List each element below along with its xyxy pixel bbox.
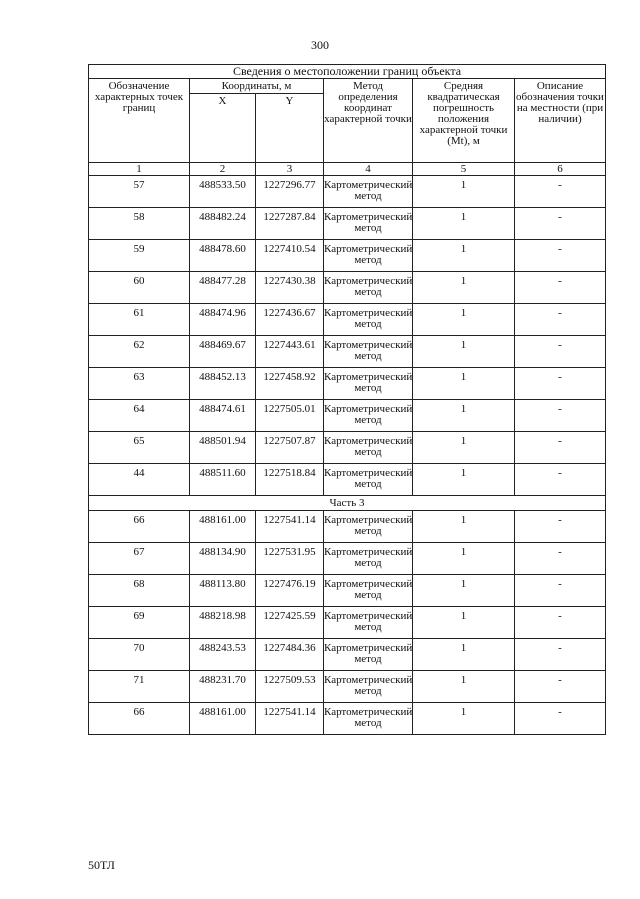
x-coordinate-cell: 488477.28 [190,272,256,304]
footer-code: 50ТЛ [88,858,115,872]
description-cell: - [515,304,606,336]
point-cell: 63 [89,368,190,400]
header-x: X [190,94,256,163]
point-cell: 68 [89,575,190,607]
method-cell: Картометрический метод [324,368,413,400]
point-cell: 44 [89,464,190,496]
point-cell: 71 [89,671,190,703]
description-cell: - [515,464,606,496]
table-row [89,432,606,464]
method-cell: Картометрический метод [324,703,413,735]
error-cell: 1 [413,671,515,703]
x-coordinate-cell: 488511.60 [190,464,256,496]
method-cell: Картометрический метод [324,272,413,304]
method-cell: Картометрический метод [324,208,413,240]
description-cell: - [515,176,606,208]
table-row [89,511,606,543]
y-coordinate-cell: 1227287.84 [256,208,324,240]
x-coordinate-cell: 488134.90 [190,543,256,575]
point-cell: 70 [89,639,190,671]
table-row [89,543,606,575]
error-cell: 1 [413,240,515,272]
y-coordinate-cell: 1227541.14 [256,511,324,543]
method-cell: Картометрический метод [324,607,413,639]
y-coordinate-cell: 1227296.77 [256,176,324,208]
point-cell: 60 [89,272,190,304]
y-coordinate-cell: 1227410.54 [256,240,324,272]
y-coordinate-cell: 1227458.92 [256,368,324,400]
header-point: Обозначение характерных точек границ [89,79,190,163]
column-number: 2 [190,163,256,176]
column-number: 5 [413,163,515,176]
method-cell: Картометрический метод [324,543,413,575]
description-cell: - [515,432,606,464]
table-row [89,607,606,639]
method-cell: Картометрический метод [324,511,413,543]
y-coordinate-cell: 1227430.38 [256,272,324,304]
y-coordinate-cell: 1227507.87 [256,432,324,464]
x-coordinate-cell: 488501.94 [190,432,256,464]
y-coordinate-cell: 1227443.61 [256,336,324,368]
point-cell: 59 [89,240,190,272]
error-cell: 1 [413,304,515,336]
table-title: Сведения о местоположении границ объекта [89,65,606,79]
section-row [89,496,606,511]
description-cell: - [515,703,606,735]
method-cell: Картометрический метод [324,432,413,464]
header-coords: Координаты, м [190,79,324,94]
table-row [89,304,606,336]
x-coordinate-cell: 488161.00 [190,511,256,543]
y-coordinate-cell: 1227505.01 [256,400,324,432]
header-y: Y [256,94,324,163]
method-cell: Картометрический метод [324,575,413,607]
table-row [89,400,606,432]
error-cell: 1 [413,176,515,208]
description-cell: - [515,639,606,671]
y-coordinate-cell: 1227509.53 [256,671,324,703]
description-cell: - [515,336,606,368]
table-row [89,639,606,671]
x-coordinate-cell: 488161.00 [190,703,256,735]
error-cell: 1 [413,272,515,304]
table-row [89,671,606,703]
y-coordinate-cell: 1227518.84 [256,464,324,496]
table-row [89,336,606,368]
error-cell: 1 [413,368,515,400]
description-cell: - [515,368,606,400]
method-cell: Картометрический метод [324,400,413,432]
method-cell: Картометрический метод [324,176,413,208]
table-row [89,703,606,735]
y-coordinate-cell: 1227541.14 [256,703,324,735]
method-cell: Картометрический метод [324,304,413,336]
x-coordinate-cell: 488113.80 [190,575,256,607]
x-coordinate-cell: 488231.70 [190,671,256,703]
y-coordinate-cell: 1227476.19 [256,575,324,607]
method-cell: Картометрический метод [324,671,413,703]
description-cell: - [515,272,606,304]
table-row [89,464,606,496]
header-method: Метод определения координат характерной точки [324,79,413,163]
table-row [89,208,606,240]
point-cell: 66 [89,703,190,735]
description-cell: - [515,240,606,272]
method-cell: Картометрический метод [324,336,413,368]
method-cell: Картометрический метод [324,464,413,496]
description-cell: - [515,671,606,703]
description-cell: - [515,208,606,240]
error-cell: 1 [413,432,515,464]
column-number: 4 [324,163,413,176]
point-cell: 64 [89,400,190,432]
x-coordinate-cell: 488243.53 [190,639,256,671]
x-coordinate-cell: 488533.50 [190,176,256,208]
description-cell: - [515,607,606,639]
error-cell: 1 [413,575,515,607]
description-cell: - [515,543,606,575]
error-cell: 1 [413,543,515,575]
method-cell: Картометрический метод [324,240,413,272]
error-cell: 1 [413,208,515,240]
y-coordinate-cell: 1227436.67 [256,304,324,336]
error-cell: 1 [413,607,515,639]
point-cell: 65 [89,432,190,464]
point-cell: 58 [89,208,190,240]
x-coordinate-cell: 488474.61 [190,400,256,432]
error-cell: 1 [413,464,515,496]
point-cell: 67 [89,543,190,575]
point-cell: 69 [89,607,190,639]
header-error: Средняя квадратическая погрешность положения характерной точки (Mt), м [413,79,515,163]
table-row [89,176,606,208]
error-cell: 1 [413,511,515,543]
description-cell: - [515,511,606,543]
page-number: 300 [311,38,329,52]
error-cell: 1 [413,336,515,368]
x-coordinate-cell: 488482.24 [190,208,256,240]
table-row [89,368,606,400]
column-number-row [89,163,606,176]
x-coordinate-cell: 488469.67 [190,336,256,368]
x-coordinate-cell: 488474.96 [190,304,256,336]
y-coordinate-cell: 1227484.36 [256,639,324,671]
description-cell: - [515,575,606,607]
boundary-table [88,64,606,735]
error-cell: 1 [413,703,515,735]
section-label: Часть 3 [89,496,606,511]
point-cell: 66 [89,511,190,543]
x-coordinate-cell: 488452.13 [190,368,256,400]
x-coordinate-cell: 488478.60 [190,240,256,272]
error-cell: 1 [413,639,515,671]
table-row [89,240,606,272]
point-cell: 61 [89,304,190,336]
y-coordinate-cell: 1227531.95 [256,543,324,575]
column-number: 3 [256,163,324,176]
y-coordinate-cell: 1227425.59 [256,607,324,639]
error-cell: 1 [413,400,515,432]
x-coordinate-cell: 488218.98 [190,607,256,639]
column-number: 1 [89,163,190,176]
description-cell: - [515,400,606,432]
column-number: 6 [515,163,606,176]
method-cell: Картометрический метод [324,639,413,671]
point-cell: 62 [89,336,190,368]
table-row [89,272,606,304]
table-row [89,575,606,607]
point-cell: 57 [89,176,190,208]
header-description: Описание обозначения точки на местности (при наличии) [515,79,606,163]
